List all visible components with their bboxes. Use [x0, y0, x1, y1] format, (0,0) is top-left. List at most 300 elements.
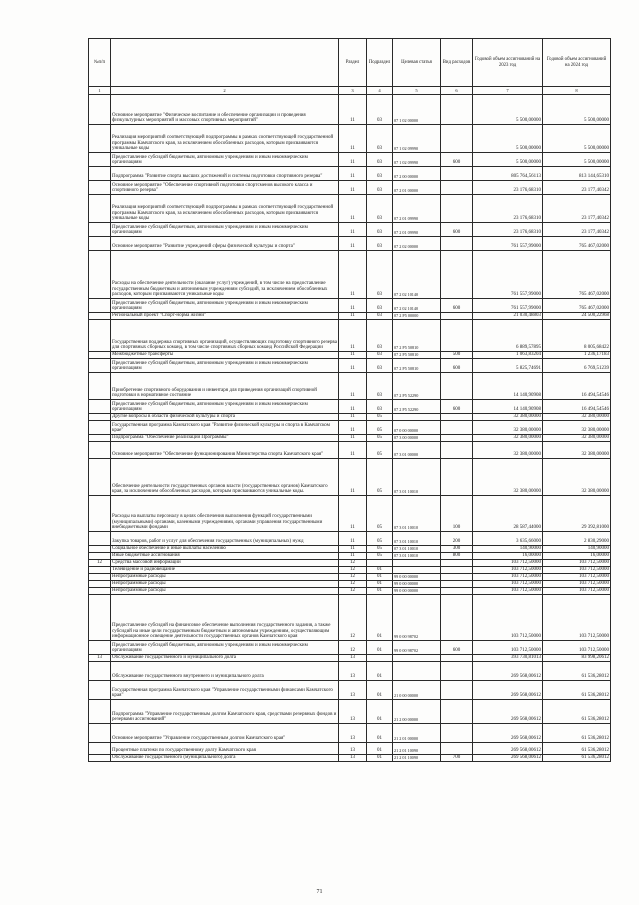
- column-number: 6: [441, 87, 473, 95]
- cell-y2: 61 536,28012: [543, 724, 611, 743]
- cell-vr: 100: [441, 496, 473, 532]
- cell-y2: 23 177,40342: [543, 181, 611, 195]
- cell-y1: 5 500,00000: [473, 95, 543, 125]
- cell-vr: [441, 724, 473, 743]
- cell-sub: 01: [367, 724, 393, 743]
- cell-y1: 5 825,74691: [473, 359, 543, 373]
- cell-sec: 11: [339, 496, 367, 532]
- cell-name: Предоставление субсидий бюджетным, автономным учреждениям и иным некоммерческим организациям: [111, 400, 339, 414]
- cell-vr: [441, 320, 473, 352]
- cell-y2: 103 712,50000: [543, 574, 611, 581]
- cell-vr: 600: [441, 400, 473, 414]
- cell-code: [393, 662, 441, 681]
- cell-sub: 01: [367, 588, 393, 595]
- cell-y1: 23 176,68310: [473, 223, 543, 237]
- cell-vr: [441, 700, 473, 724]
- cell-sec: 13: [339, 655, 367, 662]
- cell-y1: 23 176,68310: [473, 195, 543, 223]
- cell-code: 07 2 P5 52290: [393, 400, 441, 414]
- cell-name: Другие вопросы в области физической культуры и спорта: [111, 414, 339, 421]
- cell-y1: 32 380,00000: [473, 421, 543, 435]
- table-row: [89, 95, 611, 125]
- cell-sec: 11: [339, 320, 367, 352]
- header-section: Раздел: [339, 39, 367, 87]
- cell-num: [89, 195, 111, 223]
- cell-num: [89, 237, 111, 251]
- cell-sub: 05: [367, 496, 393, 532]
- cell-sub: 01: [367, 574, 393, 581]
- column-number: 2: [111, 87, 339, 95]
- cell-sub: 05: [367, 414, 393, 421]
- table-row: [89, 743, 611, 755]
- cell-sub: 01: [367, 700, 393, 724]
- cell-num: [89, 496, 111, 532]
- cell-y1: 269 568,00612: [473, 681, 543, 700]
- cell-y2: 5 500,00000: [543, 153, 611, 167]
- cell-name: Региональный проект "Спорт-норма жизни": [111, 313, 339, 320]
- cell-name: Обслуживание государственного и муниципального долга: [111, 655, 339, 662]
- cell-code: 07 2 P5 00000: [393, 313, 441, 320]
- cell-y1: 6 889,57895: [473, 320, 543, 352]
- cell-num: [89, 251, 111, 299]
- cell-num: [89, 421, 111, 435]
- cell-name: Реализация мероприятий соответствующей подпрограммы в рамках соответствующей государственной программы Камчатского края, за исключением обособленных расходов, которым присваиваются уникальные коды: [111, 125, 339, 153]
- cell-name: Процентные платежи по государственному долгу Камчатского края: [111, 743, 339, 755]
- cell-name: Основное мероприятие "Развитие учреждений сферы физической культуры и спорта": [111, 237, 339, 251]
- cell-y2: 32 380,00000: [543, 421, 611, 435]
- cell-vr: [441, 581, 473, 588]
- cell-num: [89, 414, 111, 421]
- cell-code: 07 2 02 10140: [393, 299, 441, 313]
- cell-code: 99 0 00 98702: [393, 595, 441, 641]
- cell-sec: 13: [339, 662, 367, 681]
- cell-num: [89, 320, 111, 352]
- cell-sec: 11: [339, 414, 367, 421]
- cell-y2: 103 712,50000: [543, 595, 611, 641]
- cell-num: [89, 641, 111, 655]
- cell-name: Закупка товаров, работ и услуг для обеспечения государственных (муниципальных) нужд: [111, 532, 339, 546]
- cell-name: Расходы на выплаты персоналу в целях обеспечения выполнения функций государственными (муниципальными) органами, казенными учреждениями, органами управления государственными внебюджетными фондами: [111, 496, 339, 532]
- cell-num: [89, 546, 111, 553]
- cell-y1: 393 730,81013: [473, 655, 543, 662]
- cell-sub: 03: [367, 251, 393, 299]
- cell-code: 21 0 00 00000: [393, 681, 441, 700]
- cell-sub: 01: [367, 641, 393, 655]
- cell-name: Межбюджетные трансферты: [111, 352, 339, 359]
- cell-num: [89, 95, 111, 125]
- cell-y2: 24 500,22968: [543, 313, 611, 320]
- cell-sub: 03: [367, 223, 393, 237]
- cell-num: [89, 755, 111, 762]
- cell-y2: 61 536,28012: [543, 662, 611, 681]
- column-number: 5: [393, 87, 441, 95]
- cell-vr: [441, 459, 473, 496]
- cell-name: Иные бюджетные ассигнования: [111, 553, 339, 560]
- cell-code: 07 3 01 00000: [393, 442, 441, 459]
- cell-code: 07 3 00 00000: [393, 435, 441, 442]
- cell-code: 07 3 01 10010: [393, 496, 441, 532]
- header-subsection: Подраздел: [367, 39, 393, 87]
- cell-sec: 11: [339, 532, 367, 546]
- cell-y1: 269 568,00612: [473, 662, 543, 681]
- cell-y2: 32 380,00000: [543, 459, 611, 496]
- cell-y1: 269 568,00612: [473, 700, 543, 724]
- cell-y1: 14 140,90908: [473, 400, 543, 414]
- cell-sub: 03: [367, 95, 393, 125]
- cell-y1: 1 063,83204: [473, 352, 543, 359]
- cell-y2: 16 494,54546: [543, 400, 611, 414]
- cell-y2: 32 380,00000: [543, 414, 611, 421]
- cell-name: Обслуживание государственного (муниципального) долга: [111, 755, 339, 762]
- cell-y1: 761 557,99000: [473, 251, 543, 299]
- cell-code: 07 2 P5 52290: [393, 373, 441, 400]
- cell-sec: 11: [339, 459, 367, 496]
- cell-name: Основное мероприятие "Обеспечение спортивной подготовки спортсменов высокого класса и спортивного резерва": [111, 181, 339, 195]
- cell-code: [393, 655, 441, 662]
- table-row: [89, 655, 611, 662]
- cell-sub: 05: [367, 532, 393, 546]
- table-row: [89, 313, 611, 320]
- cell-name: Телевидение и радиовещание: [111, 567, 339, 574]
- cell-code: 07 3 01 10010: [393, 459, 441, 496]
- cell-sub: 03: [367, 153, 393, 167]
- cell-code: 07 1 02 09990: [393, 125, 441, 153]
- cell-y1: 103 712,50000: [473, 567, 543, 574]
- cell-sub: 01: [367, 567, 393, 574]
- cell-y1: 103 712,50000: [473, 641, 543, 655]
- cell-sub: 03: [367, 237, 393, 251]
- cell-vr: [441, 167, 473, 181]
- cell-num: [89, 181, 111, 195]
- cell-sec: 12: [339, 581, 367, 588]
- cell-vr: [441, 237, 473, 251]
- cell-num: [89, 299, 111, 313]
- cell-code: 99 0 00 98702: [393, 641, 441, 655]
- table-row: [89, 153, 611, 167]
- cell-name: Приобретение спортивного оборудования и инвентаря для приведения организаций спортивной подготовки в нормативное состояние: [111, 373, 339, 400]
- cell-sub: 03: [367, 167, 393, 181]
- cell-y2: 61 536,28012: [543, 681, 611, 700]
- cell-y2: 29 392,81000: [543, 496, 611, 532]
- cell-num: 13: [89, 655, 111, 662]
- table-row: [89, 546, 611, 553]
- cell-y1: 103 712,50000: [473, 581, 543, 588]
- cell-num: [89, 167, 111, 181]
- cell-y1: 28 587,44000: [473, 496, 543, 532]
- cell-name: Основное мероприятие "Обеспечение функционирования Министерства спорта Камчатского края": [111, 442, 339, 459]
- cell-y2: 765 467,02000: [543, 299, 611, 313]
- table-row: [89, 195, 611, 223]
- cell-y1: 3 635,66000: [473, 532, 543, 546]
- table-row: [89, 359, 611, 373]
- cell-vr: [441, 442, 473, 459]
- cell-sub: 03: [367, 400, 393, 414]
- table-row: [89, 581, 611, 588]
- cell-y2: 813 144,65310: [543, 167, 611, 181]
- cell-sec: 13: [339, 724, 367, 743]
- cell-num: [89, 595, 111, 641]
- cell-y1: 103 712,50000: [473, 574, 543, 581]
- table-row: [89, 588, 611, 595]
- cell-sub: 01: [367, 662, 393, 681]
- column-number: 3: [339, 87, 367, 95]
- cell-sec: 11: [339, 352, 367, 359]
- cell-vr: [441, 567, 473, 574]
- cell-code: 07 2 P5 50810: [393, 320, 441, 352]
- cell-y2: 103 712,50000: [543, 581, 611, 588]
- cell-vr: [441, 414, 473, 421]
- cell-code: [393, 414, 441, 421]
- cell-code: 07 1 02 00000: [393, 95, 441, 125]
- cell-code: 99 0 00 00000: [393, 581, 441, 588]
- cell-sub: 05: [367, 459, 393, 496]
- cell-sub: 01: [367, 755, 393, 762]
- cell-name: Подпрограмма "Управление государственным долгом Камчатского края, средствами резервных фондов и резервами ассигнований": [111, 700, 339, 724]
- table-row: [89, 435, 611, 442]
- cell-sec: 11: [339, 359, 367, 373]
- cell-sec: 11: [339, 373, 367, 400]
- table-row: [89, 237, 611, 251]
- cell-code: 21 2 01 00000: [393, 724, 441, 743]
- table-row: [89, 560, 611, 567]
- cell-sec: 11: [339, 223, 367, 237]
- cell-y1: 32 380,00000: [473, 414, 543, 421]
- cell-name: Основное мероприятие "Физическое воспитание и обеспечение организации и проведения физкультурных мероприятий и массовых спортивных мероприятий": [111, 95, 339, 125]
- cell-y1: 805 764,56113: [473, 167, 543, 181]
- cell-sec: 11: [339, 153, 367, 167]
- cell-sub: 01: [367, 581, 393, 588]
- cell-sec: 12: [339, 567, 367, 574]
- table-row: [89, 400, 611, 414]
- table-row: [89, 414, 611, 421]
- cell-y2: 16,00000: [543, 553, 611, 560]
- cell-vr: 600: [441, 641, 473, 655]
- cell-name: Обслуживание государственного внутреннего и муниципального долга: [111, 662, 339, 681]
- cell-y1: 23 176,68310: [473, 181, 543, 195]
- table-row: [89, 532, 611, 546]
- table-row: [89, 421, 611, 435]
- cell-y2: 103 712,50000: [543, 567, 611, 574]
- cell-name: Расходы на обеспечение деятельности (оказание услуг) учреждений, в том числе на предоставление государственным бюджетным и автономным учреждениям субсидий, за исключением обособленных расходов, которым присваиваются уникальные коды: [111, 251, 339, 299]
- table-row: [89, 125, 611, 153]
- cell-y2: 16 494,54546: [543, 373, 611, 400]
- cell-vr: [441, 588, 473, 595]
- table-row: [89, 223, 611, 237]
- cell-vr: [441, 595, 473, 641]
- cell-sub: 05: [367, 421, 393, 435]
- cell-code: 21 2 01 10090: [393, 743, 441, 755]
- cell-name: Предоставление субсидий бюджетным, автономным учреждениям и иным некоммерческим организациям: [111, 641, 339, 655]
- column-number: 4: [367, 87, 393, 95]
- cell-code: 07 3 01 10010: [393, 546, 441, 553]
- cell-sub: 03: [367, 181, 393, 195]
- cell-y2: 61 536,28012: [543, 700, 611, 724]
- cell-y2: 765 467,02000: [543, 251, 611, 299]
- cell-num: [89, 435, 111, 442]
- table-row: [89, 442, 611, 459]
- cell-y1: 14 140,90908: [473, 373, 543, 400]
- cell-y2: 32 380,00000: [543, 435, 611, 442]
- cell-y1: 103 712,50000: [473, 560, 543, 567]
- table-row: [89, 459, 611, 496]
- cell-y1: 32 380,00000: [473, 459, 543, 496]
- cell-sec: 13: [339, 743, 367, 755]
- cell-sub: 03: [367, 359, 393, 373]
- table-row: [89, 595, 611, 641]
- cell-num: [89, 532, 111, 546]
- cell-sec: 11: [339, 195, 367, 223]
- cell-sec: 11: [339, 95, 367, 125]
- cell-vr: [441, 421, 473, 435]
- cell-vr: 500: [441, 352, 473, 359]
- cell-name: Социальное обеспечение и иные выплаты населению: [111, 546, 339, 553]
- cell-vr: [441, 195, 473, 223]
- cell-y1: 269 568,00612: [473, 755, 543, 762]
- cell-num: [89, 125, 111, 153]
- table-row: [89, 681, 611, 700]
- cell-num: [89, 743, 111, 755]
- cell-name: Реализация мероприятий соответствующей подпрограммы в рамках соответствующей государственной программы Камчатского края, за исключением обособленных расходов, которым присваиваются уникальные коды: [111, 195, 339, 223]
- header-expense-type: Вид расходов: [441, 39, 473, 87]
- cell-y1: 16,00000: [473, 553, 543, 560]
- cell-code: 21 2 00 00000: [393, 700, 441, 724]
- cell-code: 07 2 02 00000: [393, 237, 441, 251]
- cell-y1: 761 557,99000: [473, 299, 543, 313]
- table-row: [89, 574, 611, 581]
- cell-sec: 11: [339, 299, 367, 313]
- column-number: 8: [543, 87, 611, 95]
- cell-sub: 05: [367, 442, 393, 459]
- cell-sub: 01: [367, 681, 393, 700]
- table-row: [89, 373, 611, 400]
- cell-y1: 140,90000: [473, 546, 543, 553]
- cell-sec: 11: [339, 442, 367, 459]
- table-row: [89, 724, 611, 743]
- cell-vr: [441, 655, 473, 662]
- cell-sec: 12: [339, 574, 367, 581]
- cell-sub: 03: [367, 299, 393, 313]
- cell-num: [89, 700, 111, 724]
- cell-sec: 11: [339, 313, 367, 320]
- cell-num: [89, 662, 111, 681]
- cell-vr: [441, 181, 473, 195]
- cell-sec: 11: [339, 400, 367, 414]
- cell-y2: 6 769,51239: [543, 359, 611, 373]
- cell-vr: [441, 574, 473, 581]
- cell-num: [89, 681, 111, 700]
- cell-vr: [441, 560, 473, 567]
- cell-code: 07 2 00 00000: [393, 167, 441, 181]
- budget-table: [88, 38, 611, 762]
- cell-code: 99 0 00 00000: [393, 588, 441, 595]
- cell-sec: 11: [339, 435, 367, 442]
- table-row: [89, 700, 611, 724]
- cell-sec: 11: [339, 251, 367, 299]
- cell-vr: [441, 435, 473, 442]
- cell-name: Обеспечение деятельности государственных органов власти (государственных органов) Камчатского края, за исключением обособленных расходов, которым присваиваются уникальные коды.: [111, 459, 339, 496]
- cell-vr: 200: [441, 532, 473, 546]
- cell-sub: 03: [367, 313, 393, 320]
- table-row: [89, 553, 611, 560]
- cell-sub: 03: [367, 352, 393, 359]
- cell-num: [89, 313, 111, 320]
- cell-vr: [441, 373, 473, 400]
- cell-code: 07 2 02 10140: [393, 251, 441, 299]
- cell-sec: 11: [339, 546, 367, 553]
- cell-code: 07 2 P5 50810: [393, 359, 441, 373]
- cell-y1: 103 712,50000: [473, 588, 543, 595]
- cell-name: Средства массовой информации: [111, 560, 339, 567]
- cell-sec: 11: [339, 421, 367, 435]
- cell-y1: 32 380,00000: [473, 442, 543, 459]
- cell-name: Предоставление субсидий бюджетным, автономным учреждениям и иным некоммерческим организациям: [111, 153, 339, 167]
- table-row: [89, 755, 611, 762]
- cell-y2: 61 536,28012: [543, 743, 611, 755]
- cell-y1: 5 500,00000: [473, 153, 543, 167]
- cell-name: Основное мероприятие "Управление государственным долгом Камчатского края": [111, 724, 339, 743]
- table-row: [89, 496, 611, 532]
- header-year1: Годовой объем ассигнований на 2023 год: [473, 39, 543, 87]
- cell-sub: 03: [367, 195, 393, 223]
- cell-sec: 11: [339, 553, 367, 560]
- column-number-row: [89, 87, 611, 95]
- cell-y2: 103 712,50000: [543, 641, 611, 655]
- column-number: 1: [89, 87, 111, 95]
- header-row: [89, 39, 611, 87]
- cell-code: 07 2 P5 50810: [393, 352, 441, 359]
- cell-code: [393, 567, 441, 574]
- cell-name: Государственная поддержка спортивных организаций, осуществляющих подготовку спортивного резерва для спортивных сборных команд, в том числе спортивных сборных команд Российской Федерации: [111, 320, 339, 352]
- cell-y2: 61 536,28012: [543, 755, 611, 762]
- header-year2: Годовой объем ассигнований на 2024 год: [543, 39, 611, 87]
- cell-name: Предоставление субсидий на финансовое обеспечение выполнения государственного задания, а также субсидий на иные цели государственным бюджетным и автономным учреждениям, осуществляющим информационное освещение деятельности государственных органов Камчатского края: [111, 595, 339, 641]
- cell-sec: 13: [339, 681, 367, 700]
- cell-vr: 600: [441, 153, 473, 167]
- cell-y1: 761 557,99000: [473, 237, 543, 251]
- cell-num: [89, 373, 111, 400]
- cell-vr: 600: [441, 359, 473, 373]
- cell-num: [89, 724, 111, 743]
- cell-code: 07 1 02 09990: [393, 153, 441, 167]
- cell-sec: 13: [339, 755, 367, 762]
- cell-y2: 23 177,40342: [543, 223, 611, 237]
- cell-vr: 300: [441, 546, 473, 553]
- cell-num: [89, 553, 111, 560]
- cell-name: Предоставление субсидий бюджетным, автономным учреждениям и иным некоммерческим организациям: [111, 299, 339, 313]
- header-num: №п/п: [89, 39, 111, 87]
- cell-name: Подпрограмма "Обеспечение реализации Программы": [111, 435, 339, 442]
- cell-y1: 5 500,00000: [473, 125, 543, 153]
- cell-sec: 12: [339, 588, 367, 595]
- cell-code: 07 2 01 00000: [393, 181, 441, 195]
- table-row: [89, 662, 611, 681]
- column-number: 7: [473, 87, 543, 95]
- cell-y2: 2 830,29000: [543, 532, 611, 546]
- cell-name: Непрограммные расходы: [111, 581, 339, 588]
- cell-num: 12: [89, 560, 111, 567]
- cell-y2: 103 712,50000: [543, 560, 611, 567]
- table-row: [89, 181, 611, 195]
- cell-name: Государственная программа Камчатского края "Управление государственными финансами Камчатского края": [111, 681, 339, 700]
- cell-vr: [441, 313, 473, 320]
- cell-num: [89, 223, 111, 237]
- cell-code: 07 2 01 09990: [393, 223, 441, 237]
- cell-num: [89, 359, 111, 373]
- cell-num: [89, 567, 111, 574]
- cell-y1: 103 712,50000: [473, 595, 543, 641]
- cell-sec: 12: [339, 641, 367, 655]
- cell-num: [89, 153, 111, 167]
